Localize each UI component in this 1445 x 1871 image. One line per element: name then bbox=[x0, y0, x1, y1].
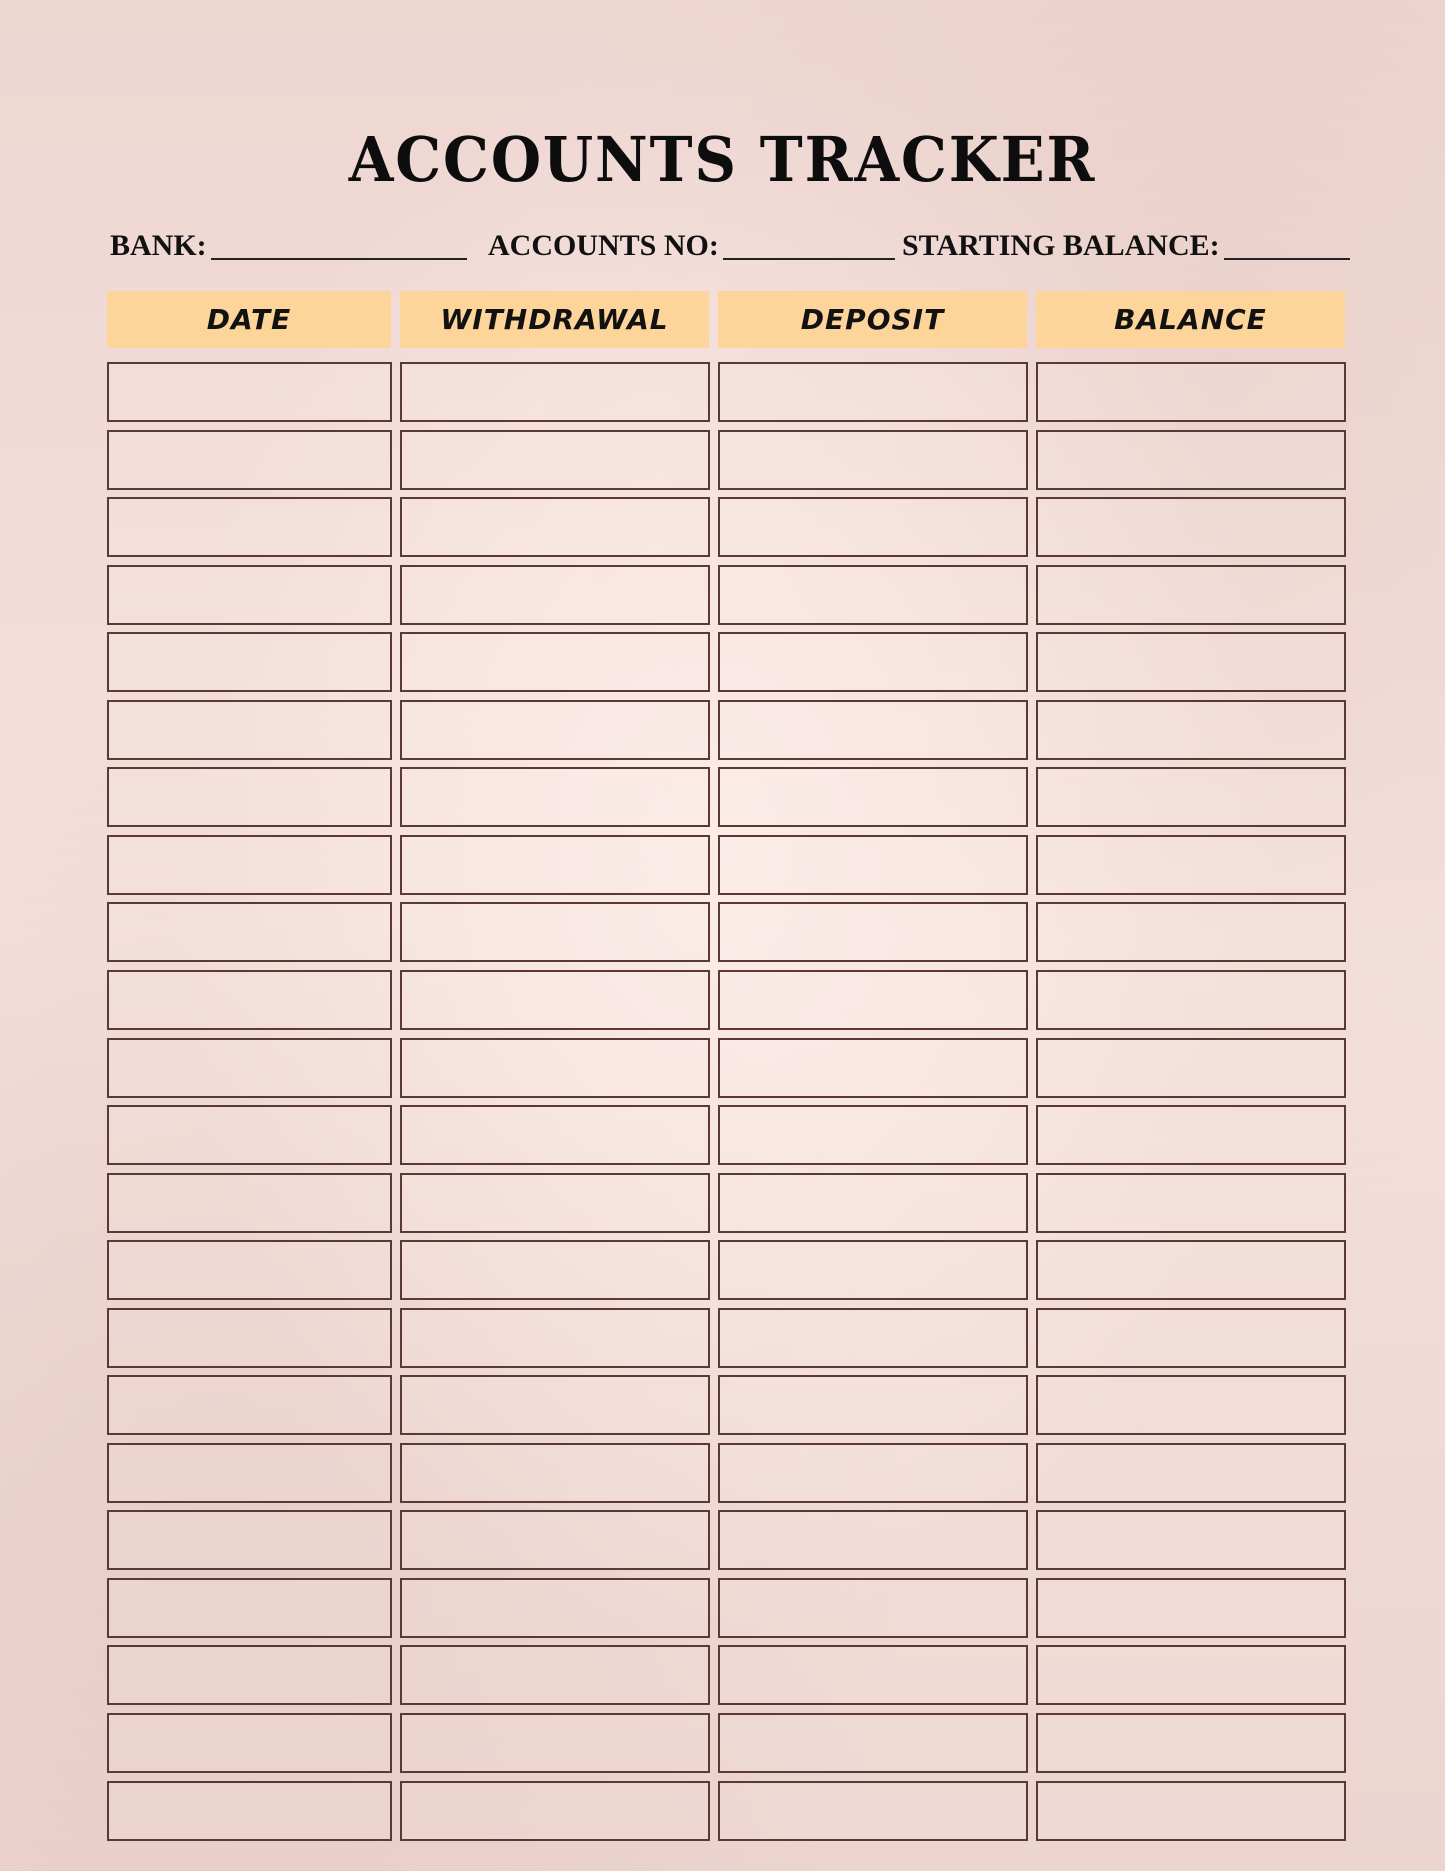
balance-cell[interactable] bbox=[1036, 902, 1346, 962]
balance-cell[interactable] bbox=[1036, 767, 1346, 827]
withdrawal-cell[interactable] bbox=[400, 362, 710, 422]
deposit-cell[interactable] bbox=[718, 1375, 1028, 1435]
balance-cell[interactable] bbox=[1036, 565, 1346, 625]
deposit-cell[interactable] bbox=[718, 700, 1028, 760]
withdrawal-cell[interactable] bbox=[400, 430, 710, 490]
date-cell[interactable] bbox=[107, 497, 392, 557]
deposit-cell[interactable] bbox=[718, 1713, 1028, 1773]
balance-cell[interactable] bbox=[1036, 1240, 1346, 1300]
deposit-cell[interactable] bbox=[718, 1645, 1028, 1705]
balance-cell[interactable] bbox=[1036, 1578, 1346, 1638]
deposit-cell[interactable] bbox=[718, 902, 1028, 962]
balance-cell[interactable] bbox=[1036, 1781, 1346, 1841]
date-cell[interactable] bbox=[107, 767, 392, 827]
balance-cell[interactable] bbox=[1036, 362, 1346, 422]
date-cell[interactable] bbox=[107, 565, 392, 625]
balance-cell[interactable] bbox=[1036, 1308, 1346, 1368]
withdrawal-cell[interactable] bbox=[400, 835, 710, 895]
date-cell[interactable] bbox=[107, 1510, 392, 1570]
balance-cell[interactable] bbox=[1036, 970, 1346, 1030]
balance-cell[interactable] bbox=[1036, 1375, 1346, 1435]
balance-cell[interactable] bbox=[1036, 497, 1346, 557]
account-number-label: ACCOUNTS NO: bbox=[488, 229, 719, 262]
balance-cell[interactable] bbox=[1036, 835, 1346, 895]
date-cell[interactable] bbox=[107, 1375, 392, 1435]
withdrawal-cell[interactable] bbox=[400, 1240, 710, 1300]
withdrawal-cell[interactable] bbox=[400, 1578, 710, 1638]
date-cell[interactable] bbox=[107, 1038, 392, 1098]
balance-cell[interactable] bbox=[1036, 1443, 1346, 1503]
deposit-cell[interactable] bbox=[718, 1781, 1028, 1841]
deposit-cell[interactable] bbox=[718, 1240, 1028, 1300]
deposit-cell[interactable] bbox=[718, 1173, 1028, 1233]
date-cell[interactable] bbox=[107, 362, 392, 422]
balance-cell[interactable] bbox=[1036, 700, 1346, 760]
column-header-balance: BALANCE bbox=[1036, 291, 1345, 348]
withdrawal-cell[interactable] bbox=[400, 1308, 710, 1368]
date-cell[interactable] bbox=[107, 632, 392, 692]
balance-cell[interactable] bbox=[1036, 1173, 1346, 1233]
date-cell[interactable] bbox=[107, 1105, 392, 1165]
balance-cell[interactable] bbox=[1036, 1510, 1346, 1570]
withdrawal-cell[interactable] bbox=[400, 970, 710, 1030]
date-cell[interactable] bbox=[107, 902, 392, 962]
withdrawal-cell[interactable] bbox=[400, 1173, 710, 1233]
balance-cell[interactable] bbox=[1036, 1038, 1346, 1098]
deposit-cell[interactable] bbox=[718, 565, 1028, 625]
date-cell[interactable] bbox=[107, 1443, 392, 1503]
date-cell[interactable] bbox=[107, 430, 392, 490]
withdrawal-cell[interactable] bbox=[400, 700, 710, 760]
withdrawal-cell[interactable] bbox=[400, 632, 710, 692]
date-cell[interactable] bbox=[107, 1578, 392, 1638]
column-header-withdrawal: WITHDRAWAL bbox=[400, 291, 709, 348]
deposit-cell[interactable] bbox=[718, 1443, 1028, 1503]
balance-cell[interactable] bbox=[1036, 1645, 1346, 1705]
deposit-cell[interactable] bbox=[718, 430, 1028, 490]
deposit-cell[interactable] bbox=[718, 1308, 1028, 1368]
date-cell[interactable] bbox=[107, 1645, 392, 1705]
withdrawal-cell[interactable] bbox=[400, 497, 710, 557]
deposit-cell[interactable] bbox=[718, 767, 1028, 827]
deposit-cell[interactable] bbox=[718, 1578, 1028, 1638]
withdrawal-cell[interactable] bbox=[400, 1713, 710, 1773]
withdrawal-cell[interactable] bbox=[400, 1105, 710, 1165]
deposit-cell[interactable] bbox=[718, 497, 1028, 557]
balance-cell[interactable] bbox=[1036, 430, 1346, 490]
column-header-date: DATE bbox=[107, 291, 391, 348]
withdrawal-cell[interactable] bbox=[400, 565, 710, 625]
balance-cell[interactable] bbox=[1036, 632, 1346, 692]
deposit-cell[interactable] bbox=[718, 362, 1028, 422]
withdrawal-cell[interactable] bbox=[400, 1038, 710, 1098]
date-cell[interactable] bbox=[107, 1173, 392, 1233]
deposit-cell[interactable] bbox=[718, 1510, 1028, 1570]
withdrawal-cell[interactable] bbox=[400, 902, 710, 962]
deposit-cell[interactable] bbox=[718, 970, 1028, 1030]
bank-label: BANK: bbox=[110, 229, 207, 262]
starting-balance-label: STARTING BALANCE: bbox=[902, 229, 1220, 262]
deposit-cell[interactable] bbox=[718, 1105, 1028, 1165]
date-cell[interactable] bbox=[107, 1781, 392, 1841]
deposit-cell[interactable] bbox=[718, 1038, 1028, 1098]
date-cell[interactable] bbox=[107, 970, 392, 1030]
balance-cell[interactable] bbox=[1036, 1713, 1346, 1773]
date-cell[interactable] bbox=[107, 835, 392, 895]
withdrawal-cell[interactable] bbox=[400, 767, 710, 827]
withdrawal-cell[interactable] bbox=[400, 1375, 710, 1435]
withdrawal-cell[interactable] bbox=[400, 1781, 710, 1841]
date-cell[interactable] bbox=[107, 1240, 392, 1300]
withdrawal-cell[interactable] bbox=[400, 1510, 710, 1570]
balance-cell[interactable] bbox=[1036, 1105, 1346, 1165]
page-title: ACCOUNTS TRACKER bbox=[348, 123, 1097, 196]
withdrawal-cell[interactable] bbox=[400, 1443, 710, 1503]
date-cell[interactable] bbox=[107, 1308, 392, 1368]
deposit-cell[interactable] bbox=[718, 632, 1028, 692]
date-cell[interactable] bbox=[107, 700, 392, 760]
withdrawal-cell[interactable] bbox=[400, 1645, 710, 1705]
deposit-cell[interactable] bbox=[718, 835, 1028, 895]
column-header-deposit: DEPOSIT bbox=[718, 291, 1027, 348]
date-cell[interactable] bbox=[107, 1713, 392, 1773]
